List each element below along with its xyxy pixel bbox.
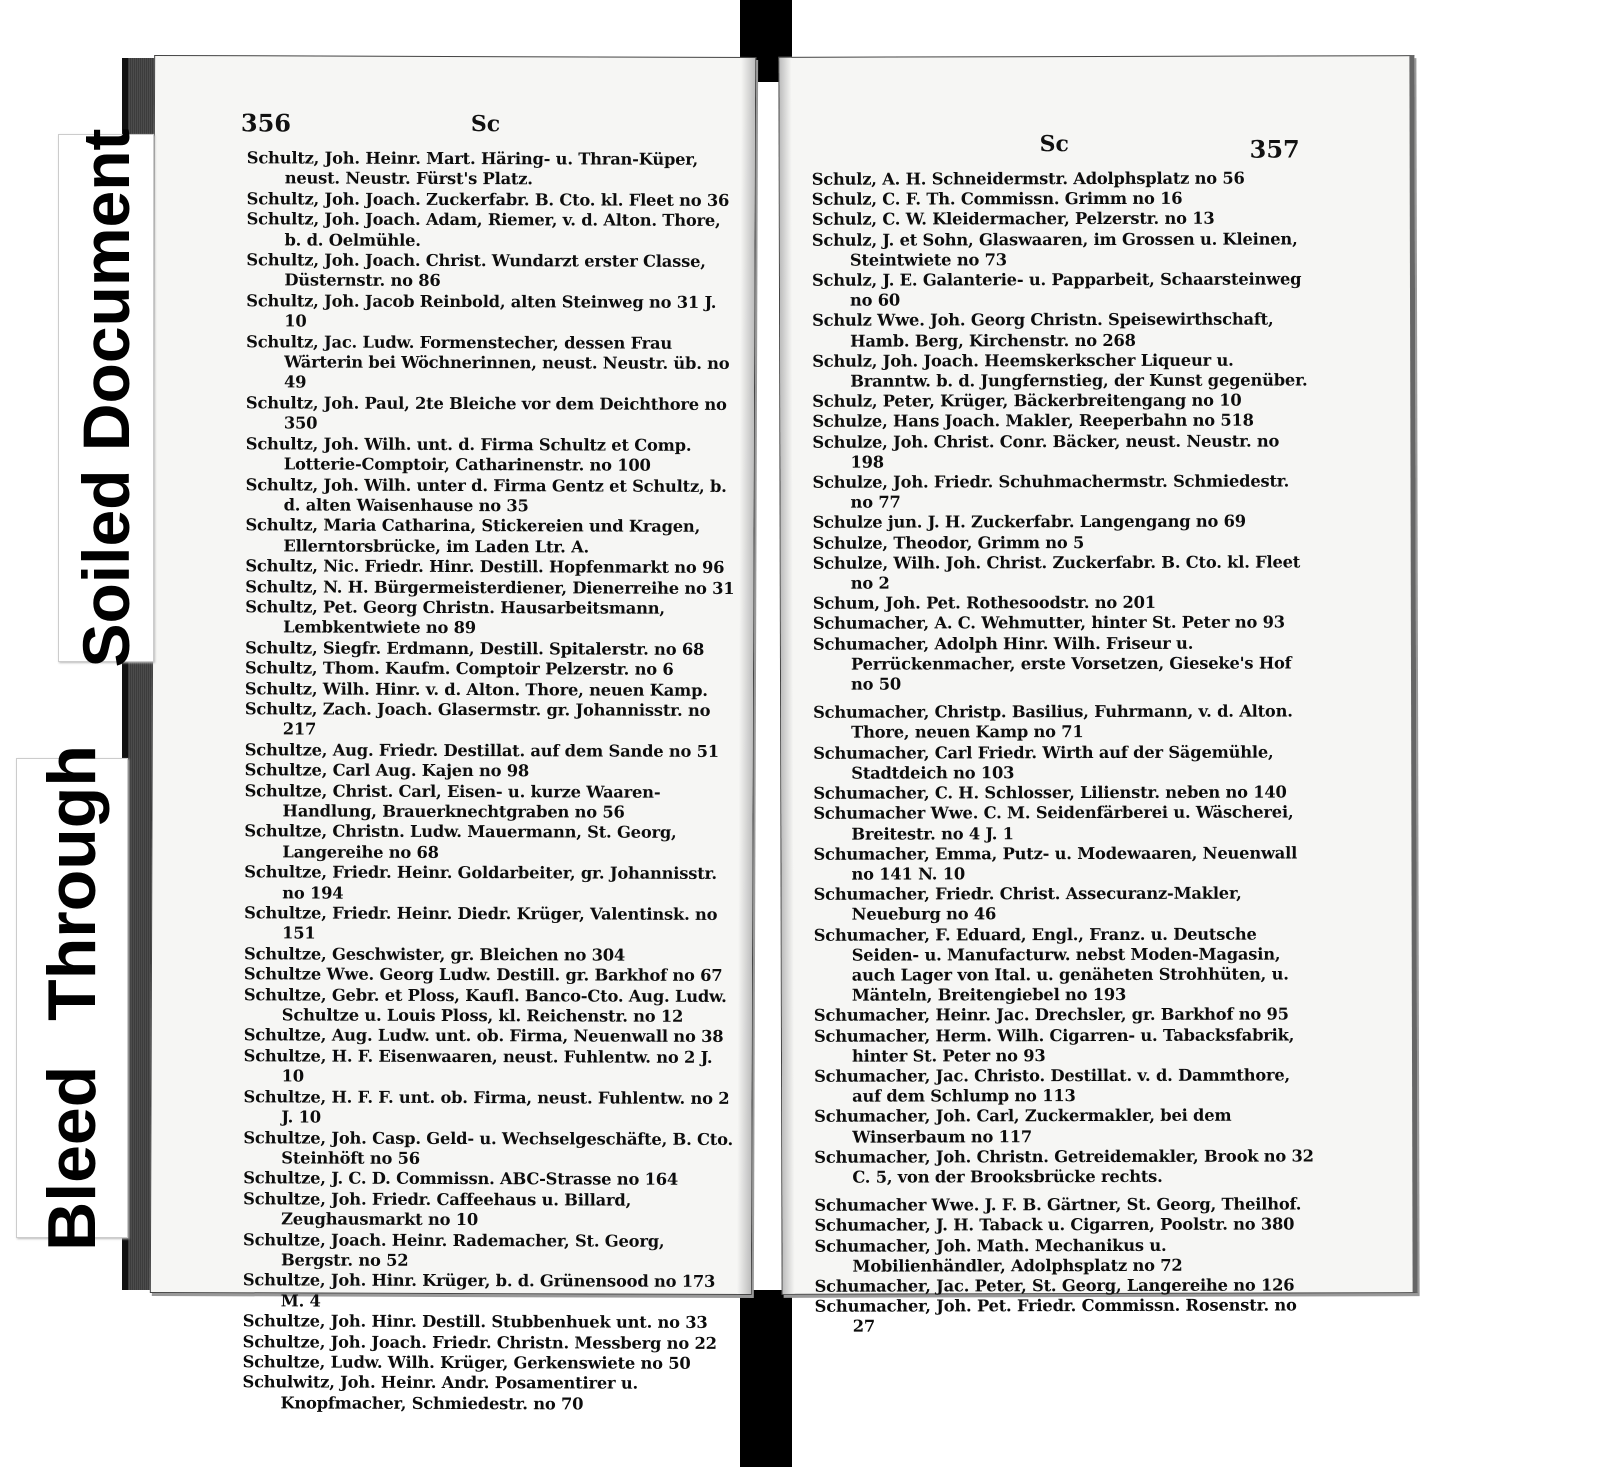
directory-entry: Schultz, Maria Catharina, Stickereien und Kragen, Ellerntorsbrücke, im Laden Ltr. A. bbox=[245, 515, 701, 557]
directory-entry: Schumacher, Heinr. Jac. Drechsler, gr. Barkhof no 95 bbox=[813, 1004, 1289, 1026]
directory-entry: Schultze, Joh. Friedr. Caffeehaus u. Billard, Zeughausmarkt no 10 bbox=[243, 1188, 632, 1230]
directory-entry: Schultze, Geschwister, gr. Bleichen no 304 bbox=[243, 944, 626, 965]
directory-entry: Schultz, Joh. Wilh. unter d. Firma Gentz et Schultz, b. d. alten Waisenhause no 35 bbox=[245, 474, 727, 516]
directory-entry: Schultze, Christn. Ludw. Mauermann, St. Georg, Langereihe no 68 bbox=[244, 821, 677, 862]
directory-entry: Schumacher, Joh. Math. Mechanikus u. Mobilienhändler, Adolphsplatz no 72 bbox=[814, 1235, 1183, 1276]
directory-entry: Schum, Joh. Pet. Rothesoodstr. no 201 bbox=[812, 593, 1156, 614]
directory-entry: Schumacher, C. H. Schlosser, Lilienstr. neben no 140 bbox=[813, 782, 1287, 803]
directory-entry: Schulz, C. F. Th. Commissn. Grimm no 16 bbox=[811, 188, 1183, 209]
directory-entry: Schumacher, J. H. Taback u. Cigarren, Poolstr. no 380 bbox=[814, 1214, 1295, 1236]
soiled-document-label-text: Soiled Document bbox=[69, 128, 143, 668]
spine-strip-bottom bbox=[740, 1290, 792, 1467]
directory-entry: Schumacher, Joh. Pet. Friedr. Commissn. Rosenstr. no 27 bbox=[814, 1295, 1297, 1337]
directory-entry: Schultz, Joh. Heinr. Mart. Häring- u. Thran-Küper, neust. Neustr. Fürst's Platz. bbox=[246, 148, 699, 189]
directory-entry: Schultze Wwe. Georg Ludw. Destill. gr. Barkhof no 67 bbox=[243, 964, 723, 986]
directory-entry: Schulz, Peter, Krüger, Bäckerbreitengang no 10 bbox=[812, 390, 1242, 411]
directory-entry: Schultz, Thom. Kaufm. Comptoir Pelzerstr. no 6 bbox=[244, 658, 674, 679]
directory-entry: Schultz, Joh. Jacob Reinbold, alten Steinweg no 31 J. 10 bbox=[246, 291, 717, 331]
directory-entry: Schumacher, Carl Friedr. Wirth auf der Sägemühle, Stadtdeich no 103 bbox=[813, 742, 1274, 783]
directory-entry: Schulz, C. W. Kleidermacher, Pelzerstr. no 13 bbox=[811, 209, 1215, 230]
directory-entry: Schulz, J. E. Galanterie- u. Papparbeit, Schaarsteinweg no 60 bbox=[811, 269, 1302, 310]
directory-entry: Schumacher Wwe. J. F. B. Gärtner, St. Georg, Theilhof. bbox=[814, 1194, 1302, 1215]
directory-entry: Schultze, Joh. Hinr. Destill. Stubbenhuek unt. no 33 bbox=[242, 1311, 708, 1333]
directory-entry: Schultze, Friedr. Heinr. Goldarbeiter, gr. Johannisstr. no 194 bbox=[244, 862, 717, 903]
directory-entry: Schumacher, F. Eduard, Engl., Franz. u. Deutsche Seiden- u. Manufacturw. nebst Moden-Magasin, auch Lager von Ital. u. genäheten Strohhüten, u. Mänteln, Breitengiebel no 193 bbox=[813, 924, 1289, 1005]
directory-entry: Schultze, Gebr. et Ploss, Kaufl. Banco-Cto. Aug. Ludw. Schultze u. Louis Ploss, kl. Reichenstr. no 12 bbox=[243, 984, 727, 1026]
directory-entry: Schultze, Friedr. Heinr. Diedr. Krüger, Valentinsk. no 151 bbox=[244, 903, 718, 943]
left-gutter-shadow bbox=[737, 58, 755, 1294]
directory-entry: Schulze, Wilh. Joh. Christ. Zuckerfabr. B. Cto. kl. Fleet no 2 bbox=[812, 552, 1301, 593]
directory-entry: Schultze, Aug. Ludw. unt. ob. Firma, Neuenwall no 38 bbox=[243, 1025, 724, 1047]
directory-entry: Schumacher, Adolph Hinr. Wilh. Friseur u. Perrückenmacher, erste Vorsetzen, Gieseke's Hof no 50 bbox=[812, 633, 1292, 694]
directory-entry: Schulz Wwe. Joh. Georg Christn. Speisewirthschaft, Hamb. Berg, Kirchenstr. no 268 bbox=[812, 309, 1274, 351]
page-number-right: 357 bbox=[1249, 134, 1300, 164]
directory-entry: Schulze, Joh. Friedr. Schuhmachermstr. Schmiedestr. no 77 bbox=[812, 471, 1290, 512]
directory-entry: Schulze jun. J. H. Zuckerfabr. Langengang no 69 bbox=[812, 512, 1246, 533]
directory-entry: Schultze, H. F. F. unt. ob. Firma, neust. Fuhlentw. no 2 J. 10 bbox=[243, 1086, 730, 1127]
directory-entry: Schumacher, Christp. Basilius, Fuhrmann, v. d. Alton. Thore, neuen Kamp no 71 bbox=[813, 701, 1293, 743]
directory-entry: Schulz, J. et Sohn, Glaswaaren, im Grossen u. Kleinen, Steintwiete no 73 bbox=[811, 229, 1298, 270]
directory-entry: Schulz, Joh. Joach. Heemskerkscher Liqueur u. Branntw. b. d. Jungfernstieg, der Kunst gegenüber. bbox=[812, 350, 1308, 391]
directory-entry: Schumacher, Joh. Carl, Zuckermakler, bei dem Winserbaum no 117 bbox=[814, 1105, 1232, 1147]
left-page bbox=[150, 55, 756, 1414]
directory-entry: Schultz, Jac. Ludw. Formenstecher, dessen Frau Wärterin bei Wöchnerinnen, neust. Neustr. üb. no 49 bbox=[246, 331, 730, 392]
directory-entry: Schultz, Joh. Wilh. unt. d. Firma Schultz et Comp. Lotterie-Comptoir, Catharinenstr. no 100 bbox=[245, 433, 692, 475]
directory-entry: Schultz, Nic. Friedr. Hinr. Destill. Hopfenmarkt no 96 bbox=[245, 556, 725, 578]
directory-entry: Schultz, Joh. Joach. Zuckerfabr. B. Cto. kl. Fleet no 36 bbox=[246, 189, 730, 210]
directory-entry: Schultze, Christ. Carl, Eisen- u. kurze Waaren-Handlung, Brauerknechtgraben no 56 bbox=[244, 780, 661, 822]
running-header-right: Sc bbox=[1039, 131, 1069, 158]
right-entry-list bbox=[812, 168, 1315, 1337]
directory-entry: Schultz, Pet. Georg Christn. Hausarbeitsmann, Lembkentwiete no 89 bbox=[245, 597, 665, 638]
directory-entry: Schultze, Joh. Hinr. Krüger, b. d. Grünensood no 173 M. 4 bbox=[242, 1270, 716, 1311]
directory-entry: Schumacher, Jac. Christo. Destillat. v. d. Dammthore, auf dem Schlump no 113 bbox=[814, 1065, 1291, 1106]
directory-entry: Schultze, Ludw. Wilh. Krüger, Gerkenswiete no 50 bbox=[242, 1352, 691, 1373]
directory-entry: Schulwitz, Joh. Heinr. Andr. Posamentirer u. Knopfmacher, Schmiedestr. no 70 bbox=[242, 1372, 638, 1414]
directory-entry: Schumacher, Jac. Peter, St. Georg, Langereihe no 126 bbox=[814, 1275, 1295, 1296]
directory-entry: Schultz, Joh. Joach. Christ. Wundarzt erster Classe, Düsternstr. no 86 bbox=[246, 250, 706, 291]
right-page bbox=[778, 55, 1417, 1337]
running-header-left: Sc bbox=[470, 111, 501, 138]
directory-entry: Schultze, Joach. Heinr. Rademacher, St. Georg, Bergstr. no 52 bbox=[242, 1229, 665, 1270]
directory-entry: Schultz, Siegfr. Erdmann, Destill. Spitalerstr. no 68 bbox=[245, 638, 705, 659]
left-entry-list bbox=[242, 148, 736, 1415]
directory-entry: Schultz, Wilh. Hinr. v. d. Alton. Thore, neuen Kamp. bbox=[244, 678, 708, 700]
directory-entry: Schultze, J. C. D. Commissn. ABC-Strasse no 164 bbox=[243, 1168, 679, 1190]
directory-entry: Schultze, Aug. Friedr. Destillat. auf dem Sande no 51 bbox=[244, 740, 719, 761]
directory-entry: Schultze, Joh. Casp. Geld- u. Wechselgeschäfte, B. Cto. Steinhöft no 56 bbox=[243, 1127, 733, 1168]
bleed-through-label bbox=[16, 745, 128, 1251]
directory-entry: Schultze, Carl Aug. Kajen no 98 bbox=[244, 760, 530, 781]
page-number-left: 356 bbox=[240, 108, 292, 138]
bleed-through-label-text: Bleed Through bbox=[34, 745, 110, 1251]
directory-entry: Schumacher, Herm. Wilh. Cigarren- u. Tabacksfabrik, hinter St. Peter no 93 bbox=[813, 1025, 1295, 1066]
directory-entry: Schultze, Joh. Joach. Friedr. Christn. Messberg no 22 bbox=[242, 1331, 717, 1353]
directory-entry: Schultze, H. F. Eisenwaaren, neust. Fuhlentw. no 2 J. 10 bbox=[243, 1046, 713, 1086]
directory-entry: Schulze, Hans Joach. Makler, Reeperbahn no 518 bbox=[812, 411, 1254, 432]
directory-entry: Schumacher, Joh. Christn. Getreidemakler, Brook no 32 C. 5, von der Brooksbrücke rechts. bbox=[814, 1146, 1314, 1187]
directory-entry: Schultz, Zach. Joach. Glasermstr. gr. Johannisstr. no 217 bbox=[244, 699, 711, 739]
directory-entry: Schultz, Joh. Joach. Adam, Riemer, v. d. Alton. Thore, b. d. Oelmühle. bbox=[246, 209, 721, 250]
directory-entry: Schumacher Wwe. C. M. Seidenfärberei u. Wäscherei, Breitestr. no 4 J. 1 bbox=[813, 802, 1294, 844]
soiled-document-label bbox=[58, 128, 154, 668]
directory-entry: Schulze, Theodor, Grimm no 5 bbox=[812, 532, 1085, 553]
directory-entry: Schumacher, Emma, Putz- u. Modewaaren, Neuenwall no 141 N. 10 bbox=[813, 843, 1298, 884]
directory-entry: Schultz, N. H. Bürgermeisterdiener, Dienerreihe no 31 bbox=[245, 576, 735, 598]
directory-entry: Schultz, Joh. Paul, 2te Bleiche vor dem Deichthore no 350 bbox=[245, 393, 727, 433]
directory-entry: Schulze, Joh. Christ. Conr. Bäcker, neust. Neustr. no 198 bbox=[812, 431, 1280, 472]
directory-entry: Schulz, A. H. Schneidermstr. Adolphsplatz no 56 bbox=[811, 168, 1245, 189]
right-gutter-shadow bbox=[779, 58, 794, 1294]
directory-entry: Schumacher, A. C. Wehmutter, hinter St. Peter no 93 bbox=[812, 612, 1285, 634]
directory-entry: Schumacher, Friedr. Christ. Assecuranz-Makler, Neueburg no 46 bbox=[813, 883, 1242, 924]
